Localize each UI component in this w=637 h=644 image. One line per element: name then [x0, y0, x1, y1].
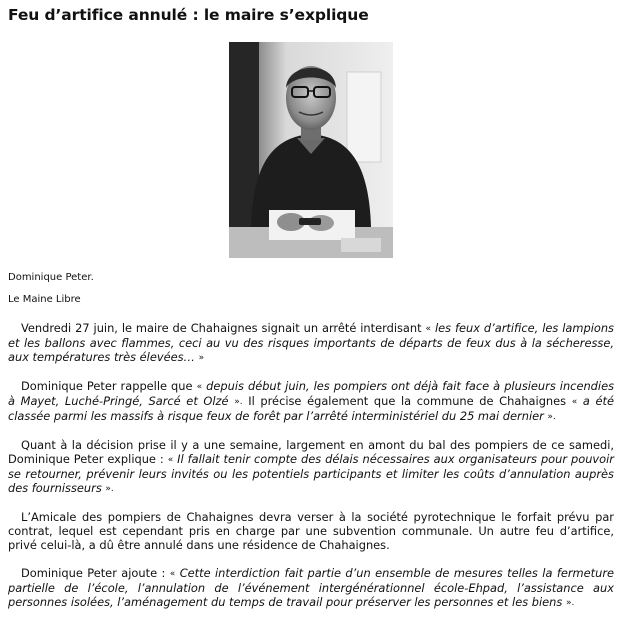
article-paragraph: Dominique Peter rappelle que « depuis début juin, les pompiers ont déjà fait face à plusieurs incendies à Mayet, Luché-Pringé, Sarcé et Olzé ». Il précise également que la commune de Chahaignes « a été classée parmi les massifs à risque feux de forêt par l’arrêté interministériel du 25 mai dernier ».: [8, 379, 615, 423]
article-paragraph: Vendredi 27 juin, le maire de Chahaignes signait un arrêté interdisant « les feux d’artifice, les lampions et les ballons avec flammes, ceci au vu des risques importants de départs de feux dus à la sécheresse, aux températures très élevées… »: [8, 321, 614, 364]
portrait-photo: [229, 42, 393, 258]
article-paragraph: L’Amicale des pompiers de Chahaignes devra verser à la société pyrotechnique le forfait prévu par contrat, lequel est cependant pris en charge par une subvention communale. Un autre feu d’artifice, privé celui-là, a dû être annulé dans une résidence de Chahaignes.: [8, 510, 614, 552]
article-paragraph: Quant à la décision prise il y a une semaine, largement en amont du bal des pompiers de ce samedi, Dominique Peter explique : « Il fallait tenir compte des délais nécessaires aux organisateurs pour pouvoir se retourner, prévenir leurs invités ou les potentiels participants et limiter les coûts d’annulation auprès des fournisseurs ».: [8, 438, 614, 495]
photo-caption: Dominique Peter.: [8, 272, 94, 283]
article-paragraph: Dominique Peter ajoute : « Cette interdiction fait partie d’un ensemble de mesures telles la fermeture partielle de l’école, l’annulation de l’événement intergénérationnel école-Ehpad, l’assistance aux personnes isolées, l’aménagement du temps de travail pour préserver les personnes et les biens ».: [8, 566, 615, 609]
article-headline: Feu d’artifice annulé : le maire s’explique: [8, 6, 369, 24]
photo-credit: Le Maine Libre: [8, 294, 81, 305]
article-body: [8, 321, 614, 624]
